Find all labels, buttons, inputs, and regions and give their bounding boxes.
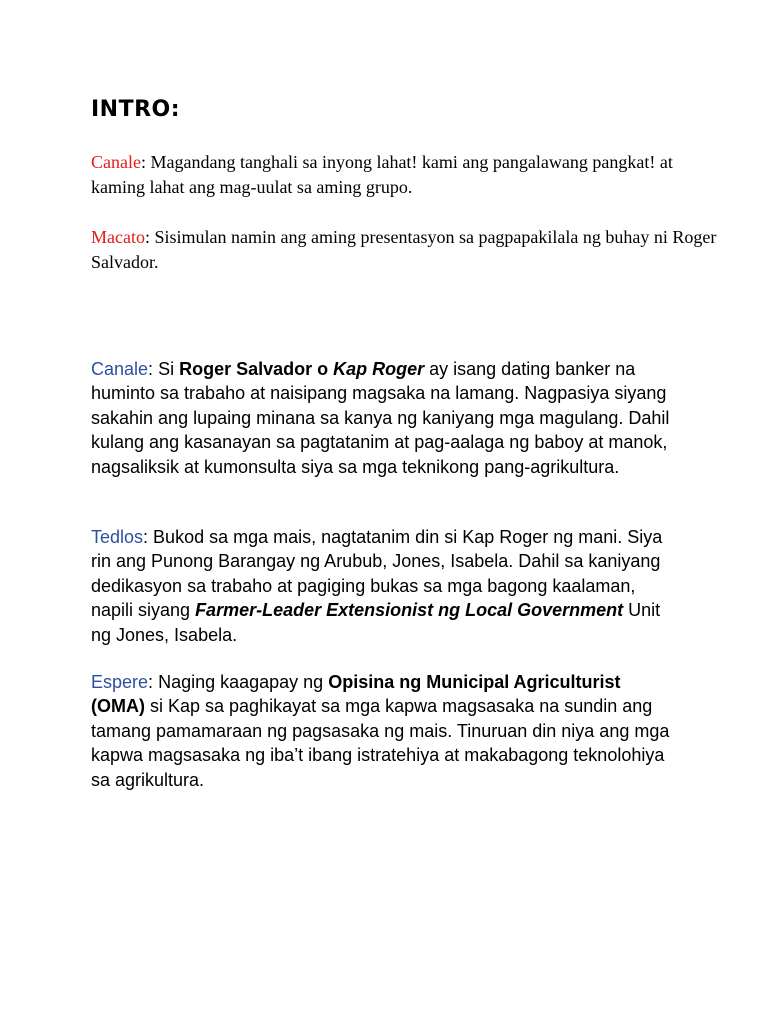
bold-italic-title: Farmer-Leader Extensionist ng Local Government <box>195 600 624 621</box>
bold-italic-name: Kap Roger <box>333 359 425 379</box>
speaker-colon: : <box>148 359 154 379</box>
paragraph-tedlos <box>91 525 671 647</box>
paragraph-canale <box>91 357 671 479</box>
speaker-colon: : <box>140 152 146 172</box>
speaker-name: Tedlos <box>91 527 144 547</box>
intro-line-macato <box>91 225 731 275</box>
dialogue-text: Sisimulan namin ang aming presentasyon sa pagpapakilala ng buhay ni Roger Salvador. <box>91 227 717 272</box>
speaker-colon: : <box>144 227 150 247</box>
speaker-name: Macato <box>91 227 145 247</box>
speaker-name: Espere <box>91 672 149 692</box>
paragraph-espere <box>91 670 671 792</box>
speaker-name: Canale <box>91 152 141 172</box>
bold-office-name: Opisina ng Municipal Agriculturist (OMA) <box>91 672 621 717</box>
speaker-colon: : <box>148 672 154 692</box>
dialogue-text: Naging kaagapay ng <box>153 672 329 692</box>
dialogue-text: ay isang dating banker na huminto sa trabaho at naisipang magsaka na lamang. Nagpasiya siyang sakahin ang lupaing minana sa kanya ng kaniyang mga magulang. Dahil kulang ang kasanayan sa pagtatanim at pag-aalaga ng baboy at manok, nagsaliksik at kumonsulta siya sa mga teknikong pang-agrikultura. <box>91 359 670 477</box>
page-heading: INTRO: <box>91 97 181 122</box>
dialogue-text: si Kap sa paghikayat sa mga kapwa magsasaka na sundin ang tamang pamamaraan ng pagsasaka ng mais. Tinuruan din niya ang mga kapwa magsasaka ng iba’t ibang istratehiya at makabagong teknolohiya sa agrikultura. <box>91 696 670 790</box>
bold-name: Roger Salvador o <box>179 359 334 379</box>
dialogue-text: Unit ng Jones, Isabela. <box>91 600 661 645</box>
dialogue-text: Magandang tanghali sa inyong lahat! kami ang pangalawang pangkat! at kaming lahat ang mag-uulat sa aming grupo. <box>91 152 673 197</box>
dialogue-text: Bukod sa mga mais, nagtatanim din si Kap Roger ng mani. Siya rin ang Punong Barangay ng Arubub, Jones, Isabela. Dahil sa kaniyang dedikasyon sa trabaho at pagiging bukas sa mga bagong kaalaman, napili siyang <box>91 527 663 621</box>
dialogue-text: Si <box>153 359 180 379</box>
intro-line-canale <box>91 150 731 200</box>
speaker-name: Canale <box>91 359 149 379</box>
speaker-colon: : <box>143 527 149 547</box>
